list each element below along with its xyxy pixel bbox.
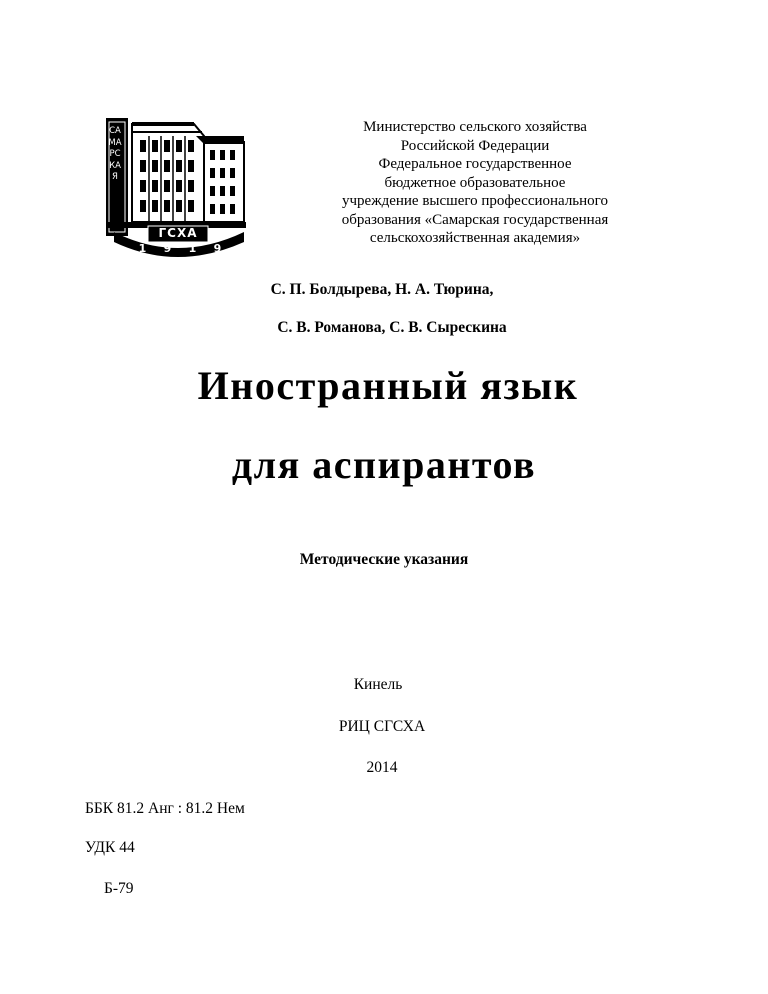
authors-line-2: С. В. Романова, С. В. Сырескина [277,319,507,336]
logo-year-digit: 1 [188,242,197,255]
logo-year-digit: 9 [163,242,172,255]
logo-banner-text: ГСХА [158,226,198,240]
ministry-line: сельскохозяйственная академия» [369,230,581,246]
logo-year-digit: 9 [213,242,222,255]
logo-year [130,242,230,255]
ministry-line: образования «Самарская государственная [341,211,609,228]
imprint-publisher: РИЦ СГСХА [338,718,426,735]
logo-vertical-text: САМАРСКАЯ [108,126,122,182]
ministry-header [305,118,645,248]
imprint-city: Кинель [353,676,403,693]
ministry-line: Российской Федерации [400,137,550,154]
ministry-line: Федеральное государственное [378,156,572,172]
ministry-line: учреждение высшего профессионального [342,193,608,209]
ministry-line: Министерство сельского хозяйства [363,119,587,135]
author-sign: Б-79 [104,880,134,897]
title-line-2: для аспирантов [231,442,537,487]
authors-line-1: С. П. Болдырева, Н. А. Тюрина, [270,281,494,298]
logo-year-digit: 1 [138,242,147,255]
udk-code: УДК 44 [85,839,135,856]
imprint-year: 2014 [366,759,398,776]
ministry-line: бюджетное образовательное [384,174,566,191]
title-line-1: Иностранный язык [197,363,579,408]
document-subtitle: Методические указания [299,551,469,568]
bbk-code: ББК 81.2 Анг : 81.2 Нем [85,800,245,817]
